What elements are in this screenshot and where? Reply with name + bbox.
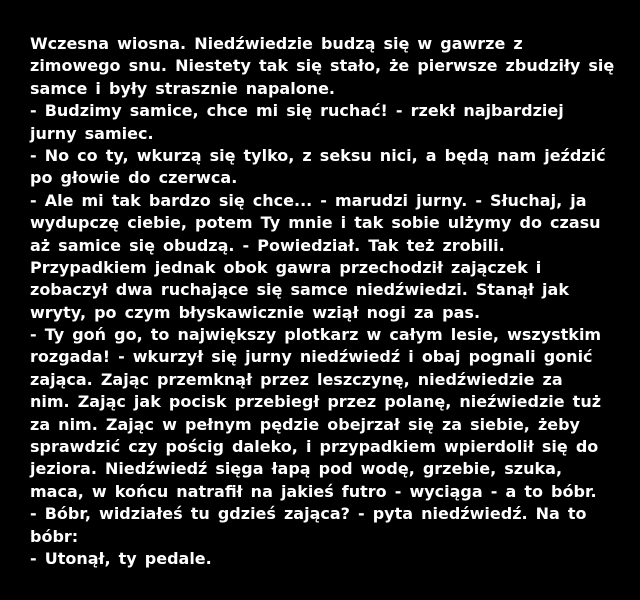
- text-line: po głowie do czerwca.: [30, 168, 238, 188]
- text-line: maca, w końcu natrafił na jakieś futro - wyciąga - a to bóbr.: [30, 481, 597, 501]
- text-line: za nim. Zając w pełnym pędzie obejrzał się za siebie, żeby: [30, 414, 580, 434]
- text-line: jeziora. Niedźwiedź sięga łapą pod wodę, grzebie, szuka,: [30, 459, 563, 479]
- text-line: zimowego snu. Niestety tak się stało, że pierwsze zbudziły się: [30, 56, 615, 76]
- text-line: Wczesna wiosna. Niedźwiedzie budzą się w gawrze z: [30, 34, 523, 53]
- text-line: - Budzimy samice, chce mi się ruchać! - rzekł najbardziej: [30, 101, 564, 121]
- text-line: wydupczę ciebie, potem Ty mnie i tak sobie ulżymy do czasu: [30, 213, 601, 233]
- text-line: wryty, po czym błyskawicznie wziął nogi za pas.: [30, 302, 481, 322]
- text-line: sprawdzić czy pościg daleko, i przypadkiem wpierdolił się do: [30, 437, 599, 457]
- text-line: jurny samiec.: [30, 123, 154, 143]
- text-line: aż samice się obudzą. - Powiedział. Tak też zrobili.: [30, 235, 505, 255]
- text-line: rozgada! - wkurzył się jurny niedźwiedź i obaj pognali gonić: [30, 347, 593, 367]
- text-line: - Ty goń go, to największy plotkarz w całym lesie, wszystkim: [30, 325, 602, 345]
- text-line: - Ale mi tak bardzo się chce... - marudzi jurny. - Słuchaj, ja: [30, 190, 587, 210]
- text-line: - No co ty, wkurzą się tylko, z seksu nici, a będą nam jeździć: [30, 145, 606, 165]
- text-line: Przypadkiem jednak obok gawra przechodził zajączek i: [30, 257, 542, 277]
- text-line: - Bóbr, widziałeś tu gdzieś zająca? - pyta niedźwiedź. Na to: [30, 504, 587, 524]
- text-line: zająca. Zając przemknął przez leszczynę, niedźwiedzie za: [30, 369, 563, 389]
- text-line: - Utonął, ty pedale.: [30, 548, 212, 568]
- text-line: nim. Zając jak pocisk przebiegł przez polanę, nieźwiedzie tuż: [30, 392, 602, 412]
- text-line: zobaczył dwa ruchające się samce niedźwiedzi. Stanął jak: [30, 280, 569, 300]
- text-line: samce i były strasznie napalone.: [30, 78, 335, 98]
- text-line: bóbr:: [30, 526, 79, 546]
- joke-text: [30, 33, 620, 570]
